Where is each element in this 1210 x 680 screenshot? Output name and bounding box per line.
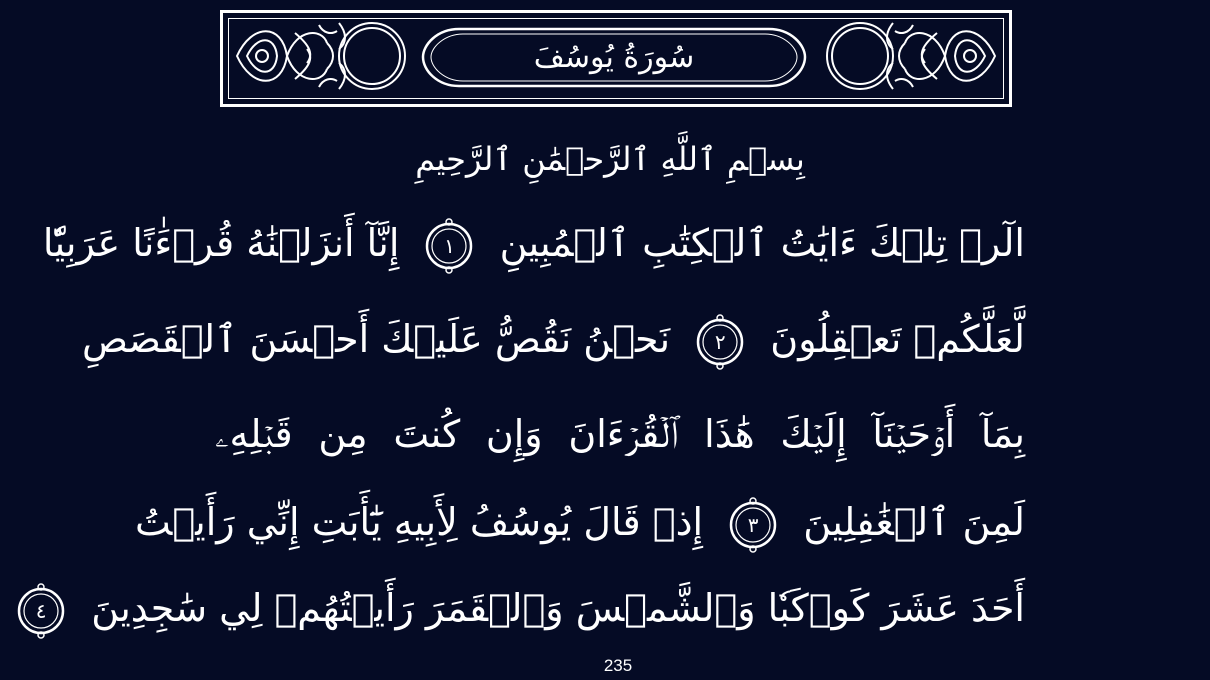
verse-text: لَمِنَ ٱلۡغَٰفِلِينَ bbox=[803, 500, 1025, 544]
ayah-number: ٢ bbox=[714, 329, 726, 354]
arabesque-ornament-left-icon bbox=[227, 13, 417, 100]
verse-line-1 bbox=[42, 203, 1025, 283]
verse-text: الٓرۚ تِلۡكَ ءَايَٰتُ ٱلۡكِتَٰبِ ٱلۡمُبِينِ bbox=[499, 221, 1025, 265]
arabesque-ornament-right-icon bbox=[815, 13, 1005, 100]
verse-line-2 bbox=[82, 299, 1025, 379]
verse-text: نَحۡنُ نَقُصُّ عَلَيۡكَ أَحۡسَنَ ٱلۡقَصَصِ bbox=[82, 317, 671, 361]
ayah-end-marker-icon[interactable] bbox=[421, 218, 477, 274]
verse-text: إِنَّآ أَنزَلۡنَٰهُ قُرۡءَٰنًا عَرَبِيّٗا bbox=[42, 221, 400, 265]
basmala: بِسۡمِ ٱللَّهِ ٱلرَّحۡمَٰنِ ٱلرَّحِيمِ bbox=[415, 140, 805, 178]
surah-header-frame bbox=[220, 10, 1012, 107]
surah-title: سُورَةُ يُوسُفَ bbox=[533, 40, 695, 75]
surah-name-cartouche bbox=[419, 25, 809, 90]
verse-line-3 bbox=[215, 394, 1025, 474]
ayah-number: ٤ bbox=[35, 598, 47, 623]
ayah-number: ١ bbox=[444, 233, 455, 258]
ayah-end-marker-icon[interactable] bbox=[725, 497, 781, 553]
verse-line-5 bbox=[35, 568, 1025, 648]
verse-text: بِمَآ أَوۡحَيۡنَآ إِلَيۡكَ هَٰذَا ٱلۡقُرۡءَانَ وَإِن كُنتَ مِن قَبۡلِهِۦ bbox=[215, 412, 1025, 456]
page-number: 235 bbox=[603, 656, 633, 675]
verse-text: إِذۡ قَالَ يُوسُفُ لِأَبِيهِ يَٰٓأَبَتِ إِنِّي رَأَيۡتُ bbox=[135, 500, 704, 544]
verse-text: أَحَدَ عَشَرَ كَوۡكَبٗا وَٱلشَّمۡسَ وَٱلۡقَمَرَ رَأَيۡتُهُمۡ لِي سَٰجِدِينَ bbox=[91, 586, 1025, 630]
ayah-end-marker-icon[interactable] bbox=[13, 583, 69, 639]
ayah-number: ٣ bbox=[747, 512, 759, 537]
ayah-end-marker-icon[interactable] bbox=[692, 314, 748, 370]
verse-text: لَّعَلَّكُمۡ تَعۡقِلُونَ bbox=[770, 317, 1025, 361]
verse-line-4 bbox=[135, 482, 1025, 562]
